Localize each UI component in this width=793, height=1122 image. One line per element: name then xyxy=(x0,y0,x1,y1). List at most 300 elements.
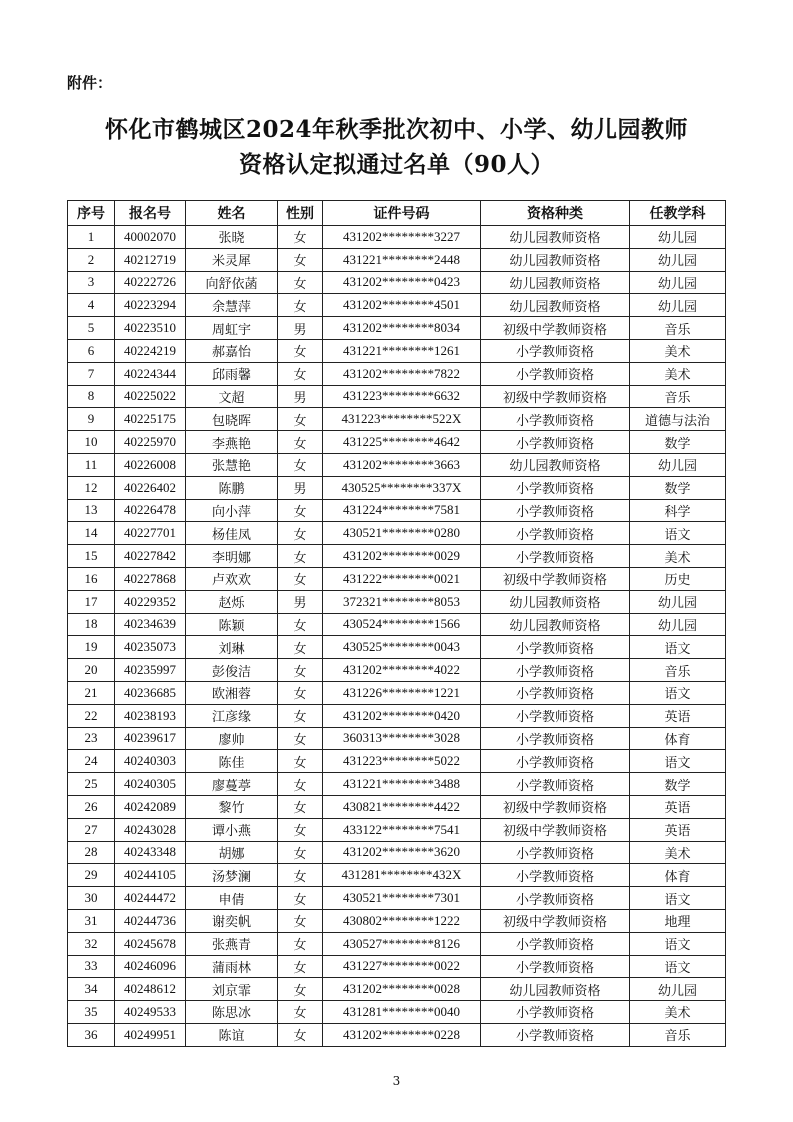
cell-index: 5 xyxy=(68,317,115,340)
cell-gender: 女 xyxy=(278,248,323,271)
cell-registration-no: 40248612 xyxy=(115,978,186,1001)
cell-index: 22 xyxy=(68,704,115,727)
cell-subject: 数学 xyxy=(630,773,726,796)
cell-name: 欧湘蓉 xyxy=(186,681,278,704)
cell-subject: 体育 xyxy=(630,727,726,750)
cell-id-number: 430802********1222 xyxy=(323,909,481,932)
cell-id-number: 431202********8034 xyxy=(323,317,481,340)
cell-gender: 女 xyxy=(278,545,323,568)
cell-id-number: 433122********7541 xyxy=(323,818,481,841)
cell-id-number: 372321********8053 xyxy=(323,590,481,613)
cell-qualification-type: 小学教师资格 xyxy=(481,339,630,362)
cell-gender: 女 xyxy=(278,818,323,841)
cell-subject: 英语 xyxy=(630,795,726,818)
cell-subject: 数学 xyxy=(630,476,726,499)
cell-qualification-type: 小学教师资格 xyxy=(481,545,630,568)
cell-qualification-type: 幼儿园教师资格 xyxy=(481,271,630,294)
cell-name: 胡娜 xyxy=(186,841,278,864)
cell-registration-no: 40249533 xyxy=(115,1001,186,1024)
cell-id-number: 431202********0420 xyxy=(323,704,481,727)
cell-name: 陈谊 xyxy=(186,1023,278,1046)
table-row xyxy=(68,590,726,613)
table-row xyxy=(68,545,726,568)
cell-gender: 女 xyxy=(278,909,323,932)
cell-name: 郝嘉怡 xyxy=(186,339,278,362)
col-header-index: 序号 xyxy=(68,201,115,226)
cell-qualification-type: 小学教师资格 xyxy=(481,773,630,796)
cell-registration-no: 40229352 xyxy=(115,590,186,613)
table-row xyxy=(68,636,726,659)
table-row xyxy=(68,476,726,499)
cell-id-number: 431281********432X xyxy=(323,864,481,887)
cell-id-number: 431223********5022 xyxy=(323,750,481,773)
cell-registration-no: 40245678 xyxy=(115,932,186,955)
table-body xyxy=(68,226,726,1047)
cell-registration-no: 40244736 xyxy=(115,909,186,932)
table-row xyxy=(68,294,726,317)
cell-qualification-type: 初级中学教师资格 xyxy=(481,317,630,340)
cell-gender: 女 xyxy=(278,226,323,249)
cell-registration-no: 40244105 xyxy=(115,864,186,887)
cell-id-number: 430524********1566 xyxy=(323,613,481,636)
cell-id-number: 431221********3488 xyxy=(323,773,481,796)
cell-id-number: 431227********0022 xyxy=(323,955,481,978)
cell-name: 张燕青 xyxy=(186,932,278,955)
cell-id-number: 431226********1221 xyxy=(323,681,481,704)
cell-name: 包晓晖 xyxy=(186,408,278,431)
cell-subject: 体育 xyxy=(630,864,726,887)
cell-subject: 数学 xyxy=(630,431,726,454)
cell-name: 汤梦澜 xyxy=(186,864,278,887)
table-row xyxy=(68,1001,726,1024)
cell-qualification-type: 初级中学教师资格 xyxy=(481,385,630,408)
cell-name: 廖蔓葶 xyxy=(186,773,278,796)
cell-gender: 男 xyxy=(278,317,323,340)
cell-qualification-type: 小学教师资格 xyxy=(481,727,630,750)
cell-gender: 男 xyxy=(278,385,323,408)
cell-name: 赵烁 xyxy=(186,590,278,613)
cell-registration-no: 40243028 xyxy=(115,818,186,841)
col-header-name: 姓名 xyxy=(186,201,278,226)
cell-name: 申倩 xyxy=(186,887,278,910)
cell-name: 彭俊洁 xyxy=(186,659,278,682)
cell-registration-no: 40223294 xyxy=(115,294,186,317)
cell-index: 36 xyxy=(68,1023,115,1046)
cell-gender: 女 xyxy=(278,864,323,887)
cell-index: 25 xyxy=(68,773,115,796)
cell-qualification-type: 小学教师资格 xyxy=(481,499,630,522)
cell-registration-no: 40239617 xyxy=(115,727,186,750)
cell-gender: 女 xyxy=(278,795,323,818)
cell-subject: 科学 xyxy=(630,499,726,522)
cell-id-number: 431202********3227 xyxy=(323,226,481,249)
cell-index: 7 xyxy=(68,362,115,385)
cell-index: 34 xyxy=(68,978,115,1001)
cell-name: 张晓 xyxy=(186,226,278,249)
cell-gender: 女 xyxy=(278,613,323,636)
cell-registration-no: 40249951 xyxy=(115,1023,186,1046)
cell-qualification-type: 小学教师资格 xyxy=(481,431,630,454)
cell-id-number: 430521********0280 xyxy=(323,522,481,545)
cell-subject: 美术 xyxy=(630,545,726,568)
cell-name: 刘京霏 xyxy=(186,978,278,1001)
cell-qualification-type: 小学教师资格 xyxy=(481,1023,630,1046)
table-row xyxy=(68,271,726,294)
cell-qualification-type: 幼儿园教师资格 xyxy=(481,248,630,271)
cell-subject: 幼儿园 xyxy=(630,248,726,271)
page-number: 3 xyxy=(392,1074,401,1088)
cell-id-number: 431202********3620 xyxy=(323,841,481,864)
cell-gender: 女 xyxy=(278,339,323,362)
attachment-label: 附件： xyxy=(67,74,113,92)
cell-id-number: 431202********0228 xyxy=(323,1023,481,1046)
roster-table xyxy=(67,200,726,1047)
table-row xyxy=(68,887,726,910)
cell-registration-no: 40227701 xyxy=(115,522,186,545)
table-row xyxy=(68,613,726,636)
cell-subject: 语文 xyxy=(630,522,726,545)
cell-index: 14 xyxy=(68,522,115,545)
cell-gender: 女 xyxy=(278,750,323,773)
cell-index: 31 xyxy=(68,909,115,932)
cell-qualification-type: 幼儿园教师资格 xyxy=(481,226,630,249)
cell-qualification-type: 小学教师资格 xyxy=(481,704,630,727)
cell-gender: 女 xyxy=(278,431,323,454)
table-row xyxy=(68,955,726,978)
cell-registration-no: 40225022 xyxy=(115,385,186,408)
cell-index: 17 xyxy=(68,590,115,613)
cell-subject: 地理 xyxy=(630,909,726,932)
cell-registration-no: 40225175 xyxy=(115,408,186,431)
table-row xyxy=(68,317,726,340)
cell-index: 3 xyxy=(68,271,115,294)
cell-registration-no: 40246096 xyxy=(115,955,186,978)
cell-qualification-type: 幼儿园教师资格 xyxy=(481,294,630,317)
cell-index: 30 xyxy=(68,887,115,910)
cell-qualification-type: 初级中学教师资格 xyxy=(481,818,630,841)
cell-registration-no: 40227842 xyxy=(115,545,186,568)
cell-qualification-type: 小学教师资格 xyxy=(481,1001,630,1024)
cell-name: 向舒依菡 xyxy=(186,271,278,294)
cell-registration-no: 40243348 xyxy=(115,841,186,864)
cell-qualification-type: 小学教师资格 xyxy=(481,362,630,385)
table-row xyxy=(68,567,726,590)
cell-gender: 男 xyxy=(278,476,323,499)
cell-index: 15 xyxy=(68,545,115,568)
cell-name: 余慧萍 xyxy=(186,294,278,317)
cell-qualification-type: 小学教师资格 xyxy=(481,887,630,910)
cell-qualification-type: 小学教师资格 xyxy=(481,476,630,499)
document-title-line-2: 资格认定拟通过名单（90人） xyxy=(238,151,554,178)
table-header xyxy=(68,201,726,226)
cell-gender: 女 xyxy=(278,955,323,978)
cell-registration-no: 40240303 xyxy=(115,750,186,773)
cell-registration-no: 40002070 xyxy=(115,226,186,249)
cell-subject: 语文 xyxy=(630,750,726,773)
cell-id-number: 430525********0043 xyxy=(323,636,481,659)
cell-index: 21 xyxy=(68,681,115,704)
cell-id-number: 431202********0028 xyxy=(323,978,481,1001)
cell-id-number: 431221********2448 xyxy=(323,248,481,271)
cell-gender: 女 xyxy=(278,294,323,317)
cell-qualification-type: 幼儿园教师资格 xyxy=(481,978,630,1001)
cell-registration-no: 40224344 xyxy=(115,362,186,385)
cell-qualification-type: 小学教师资格 xyxy=(481,681,630,704)
cell-id-number: 431222********0021 xyxy=(323,567,481,590)
cell-index: 2 xyxy=(68,248,115,271)
cell-subject: 幼儿园 xyxy=(630,613,726,636)
cell-gender: 女 xyxy=(278,453,323,476)
cell-qualification-type: 小学教师资格 xyxy=(481,659,630,682)
cell-name: 陈佳 xyxy=(186,750,278,773)
cell-id-number: 431223********6632 xyxy=(323,385,481,408)
cell-name: 张慧艳 xyxy=(186,453,278,476)
table-row xyxy=(68,522,726,545)
cell-subject: 语文 xyxy=(630,681,726,704)
cell-qualification-type: 小学教师资格 xyxy=(481,636,630,659)
table-row xyxy=(68,431,726,454)
cell-id-number: 431225********4642 xyxy=(323,431,481,454)
cell-subject: 语文 xyxy=(630,887,726,910)
table-row xyxy=(68,750,726,773)
cell-index: 20 xyxy=(68,659,115,682)
cell-id-number: 430525********337X xyxy=(323,476,481,499)
cell-id-number: 431223********522X xyxy=(323,408,481,431)
table-row xyxy=(68,978,726,1001)
cell-registration-no: 40235997 xyxy=(115,659,186,682)
cell-gender: 女 xyxy=(278,271,323,294)
cell-subject: 美术 xyxy=(630,339,726,362)
cell-gender: 女 xyxy=(278,1023,323,1046)
cell-id-number: 431224********7581 xyxy=(323,499,481,522)
cell-gender: 女 xyxy=(278,978,323,1001)
cell-subject: 幼儿园 xyxy=(630,294,726,317)
cell-registration-no: 40236685 xyxy=(115,681,186,704)
cell-gender: 男 xyxy=(278,590,323,613)
cell-gender: 女 xyxy=(278,681,323,704)
cell-index: 32 xyxy=(68,932,115,955)
cell-name: 周虹宇 xyxy=(186,317,278,340)
cell-id-number: 430521********7301 xyxy=(323,887,481,910)
cell-registration-no: 40244472 xyxy=(115,887,186,910)
cell-registration-no: 40223510 xyxy=(115,317,186,340)
cell-index: 33 xyxy=(68,955,115,978)
cell-gender: 女 xyxy=(278,841,323,864)
cell-index: 12 xyxy=(68,476,115,499)
cell-registration-no: 40226478 xyxy=(115,499,186,522)
cell-id-number: 431221********1261 xyxy=(323,339,481,362)
cell-index: 4 xyxy=(68,294,115,317)
cell-registration-no: 40227868 xyxy=(115,567,186,590)
table-row xyxy=(68,727,726,750)
cell-subject: 音乐 xyxy=(630,317,726,340)
cell-subject: 语文 xyxy=(630,955,726,978)
cell-registration-no: 40235073 xyxy=(115,636,186,659)
cell-gender: 女 xyxy=(278,773,323,796)
cell-name: 卢欢欢 xyxy=(186,567,278,590)
cell-index: 27 xyxy=(68,818,115,841)
cell-index: 29 xyxy=(68,864,115,887)
cell-qualification-type: 幼儿园教师资格 xyxy=(481,613,630,636)
table-row xyxy=(68,385,726,408)
cell-gender: 女 xyxy=(278,727,323,750)
table-row xyxy=(68,362,726,385)
cell-name: 黎竹 xyxy=(186,795,278,818)
table-row xyxy=(68,864,726,887)
cell-index: 23 xyxy=(68,727,115,750)
cell-subject: 幼儿园 xyxy=(630,271,726,294)
cell-name: 文超 xyxy=(186,385,278,408)
cell-gender: 女 xyxy=(278,362,323,385)
cell-id-number: 431202********7822 xyxy=(323,362,481,385)
cell-index: 18 xyxy=(68,613,115,636)
table-row xyxy=(68,453,726,476)
cell-registration-no: 40234639 xyxy=(115,613,186,636)
table-row xyxy=(68,818,726,841)
cell-index: 19 xyxy=(68,636,115,659)
cell-subject: 语文 xyxy=(630,636,726,659)
cell-subject: 幼儿园 xyxy=(630,453,726,476)
cell-gender: 女 xyxy=(278,932,323,955)
cell-registration-no: 40226008 xyxy=(115,453,186,476)
cell-qualification-type: 小学教师资格 xyxy=(481,932,630,955)
table-row xyxy=(68,841,726,864)
cell-registration-no: 40224219 xyxy=(115,339,186,362)
cell-index: 10 xyxy=(68,431,115,454)
cell-index: 24 xyxy=(68,750,115,773)
col-header-gender: 性别 xyxy=(278,201,323,226)
cell-registration-no: 40238193 xyxy=(115,704,186,727)
cell-gender: 女 xyxy=(278,408,323,431)
table-row xyxy=(68,932,726,955)
cell-qualification-type: 小学教师资格 xyxy=(481,841,630,864)
cell-id-number: 431202********4501 xyxy=(323,294,481,317)
cell-subject: 英语 xyxy=(630,818,726,841)
table-row xyxy=(68,408,726,431)
cell-qualification-type: 小学教师资格 xyxy=(481,522,630,545)
table-row xyxy=(68,909,726,932)
cell-qualification-type: 幼儿园教师资格 xyxy=(481,453,630,476)
cell-gender: 女 xyxy=(278,659,323,682)
cell-qualification-type: 初级中学教师资格 xyxy=(481,567,630,590)
cell-name: 刘琳 xyxy=(186,636,278,659)
cell-index: 28 xyxy=(68,841,115,864)
cell-name: 陈颖 xyxy=(186,613,278,636)
table-row xyxy=(68,795,726,818)
cell-gender: 女 xyxy=(278,636,323,659)
table-row xyxy=(68,1023,726,1046)
cell-index: 11 xyxy=(68,453,115,476)
col-header-registration-no: 报名号 xyxy=(115,201,186,226)
cell-name: 陈思冰 xyxy=(186,1001,278,1024)
cell-registration-no: 40226402 xyxy=(115,476,186,499)
cell-index: 26 xyxy=(68,795,115,818)
cell-registration-no: 40240305 xyxy=(115,773,186,796)
cell-gender: 女 xyxy=(278,887,323,910)
cell-registration-no: 40242089 xyxy=(115,795,186,818)
cell-name: 米灵犀 xyxy=(186,248,278,271)
cell-subject: 音乐 xyxy=(630,385,726,408)
cell-index: 1 xyxy=(68,226,115,249)
cell-name: 谭小燕 xyxy=(186,818,278,841)
cell-id-number: 431202********3663 xyxy=(323,453,481,476)
table-row xyxy=(68,659,726,682)
cell-name: 谢奕帆 xyxy=(186,909,278,932)
document-title-line-1: 怀化市鹤城区2024年秋季批次初中、小学、幼儿园教师 xyxy=(104,116,688,143)
cell-subject: 美术 xyxy=(630,1001,726,1024)
cell-subject: 音乐 xyxy=(630,1023,726,1046)
cell-qualification-type: 小学教师资格 xyxy=(481,750,630,773)
cell-qualification-type: 小学教师资格 xyxy=(481,408,630,431)
cell-name: 陈鹏 xyxy=(186,476,278,499)
table-row xyxy=(68,773,726,796)
col-header-qualification-type: 资格种类 xyxy=(481,201,630,226)
cell-index: 35 xyxy=(68,1001,115,1024)
cell-index: 16 xyxy=(68,567,115,590)
cell-id-number: 430527********8126 xyxy=(323,932,481,955)
cell-gender: 女 xyxy=(278,499,323,522)
cell-name: 李燕艳 xyxy=(186,431,278,454)
cell-subject: 道德与法治 xyxy=(630,408,726,431)
table-row xyxy=(68,339,726,362)
cell-qualification-type: 初级中学教师资格 xyxy=(481,909,630,932)
cell-registration-no: 40222726 xyxy=(115,271,186,294)
cell-qualification-type: 初级中学教师资格 xyxy=(481,795,630,818)
table-row xyxy=(68,681,726,704)
table-row xyxy=(68,248,726,271)
cell-name: 江彦缘 xyxy=(186,704,278,727)
table-row xyxy=(68,226,726,249)
cell-name: 李明娜 xyxy=(186,545,278,568)
cell-gender: 女 xyxy=(278,704,323,727)
cell-subject: 幼儿园 xyxy=(630,226,726,249)
cell-id-number: 360313********3028 xyxy=(323,727,481,750)
cell-qualification-type: 幼儿园教师资格 xyxy=(481,590,630,613)
cell-name: 廖帅 xyxy=(186,727,278,750)
cell-subject: 幼儿园 xyxy=(630,978,726,1001)
cell-qualification-type: 小学教师资格 xyxy=(481,864,630,887)
cell-subject: 幼儿园 xyxy=(630,590,726,613)
cell-subject: 音乐 xyxy=(630,659,726,682)
cell-subject: 美术 xyxy=(630,362,726,385)
cell-index: 9 xyxy=(68,408,115,431)
header-row xyxy=(68,201,726,226)
cell-name: 向小萍 xyxy=(186,499,278,522)
cell-index: 6 xyxy=(68,339,115,362)
cell-name: 杨佳凤 xyxy=(186,522,278,545)
col-header-subject: 任教学科 xyxy=(630,201,726,226)
cell-id-number: 431202********0423 xyxy=(323,271,481,294)
col-header-id-number: 证件号码 xyxy=(323,201,481,226)
cell-gender: 女 xyxy=(278,1001,323,1024)
cell-registration-no: 40212719 xyxy=(115,248,186,271)
cell-qualification-type: 小学教师资格 xyxy=(481,955,630,978)
cell-index: 8 xyxy=(68,385,115,408)
cell-subject: 美术 xyxy=(630,841,726,864)
cell-subject: 英语 xyxy=(630,704,726,727)
cell-id-number: 431281********0040 xyxy=(323,1001,481,1024)
cell-gender: 女 xyxy=(278,567,323,590)
cell-index: 13 xyxy=(68,499,115,522)
cell-id-number: 430821********4422 xyxy=(323,795,481,818)
cell-subject: 历史 xyxy=(630,567,726,590)
table-row xyxy=(68,704,726,727)
cell-registration-no: 40225970 xyxy=(115,431,186,454)
cell-subject: 语文 xyxy=(630,932,726,955)
cell-id-number: 431202********4022 xyxy=(323,659,481,682)
table-row xyxy=(68,499,726,522)
cell-name: 邱雨馨 xyxy=(186,362,278,385)
